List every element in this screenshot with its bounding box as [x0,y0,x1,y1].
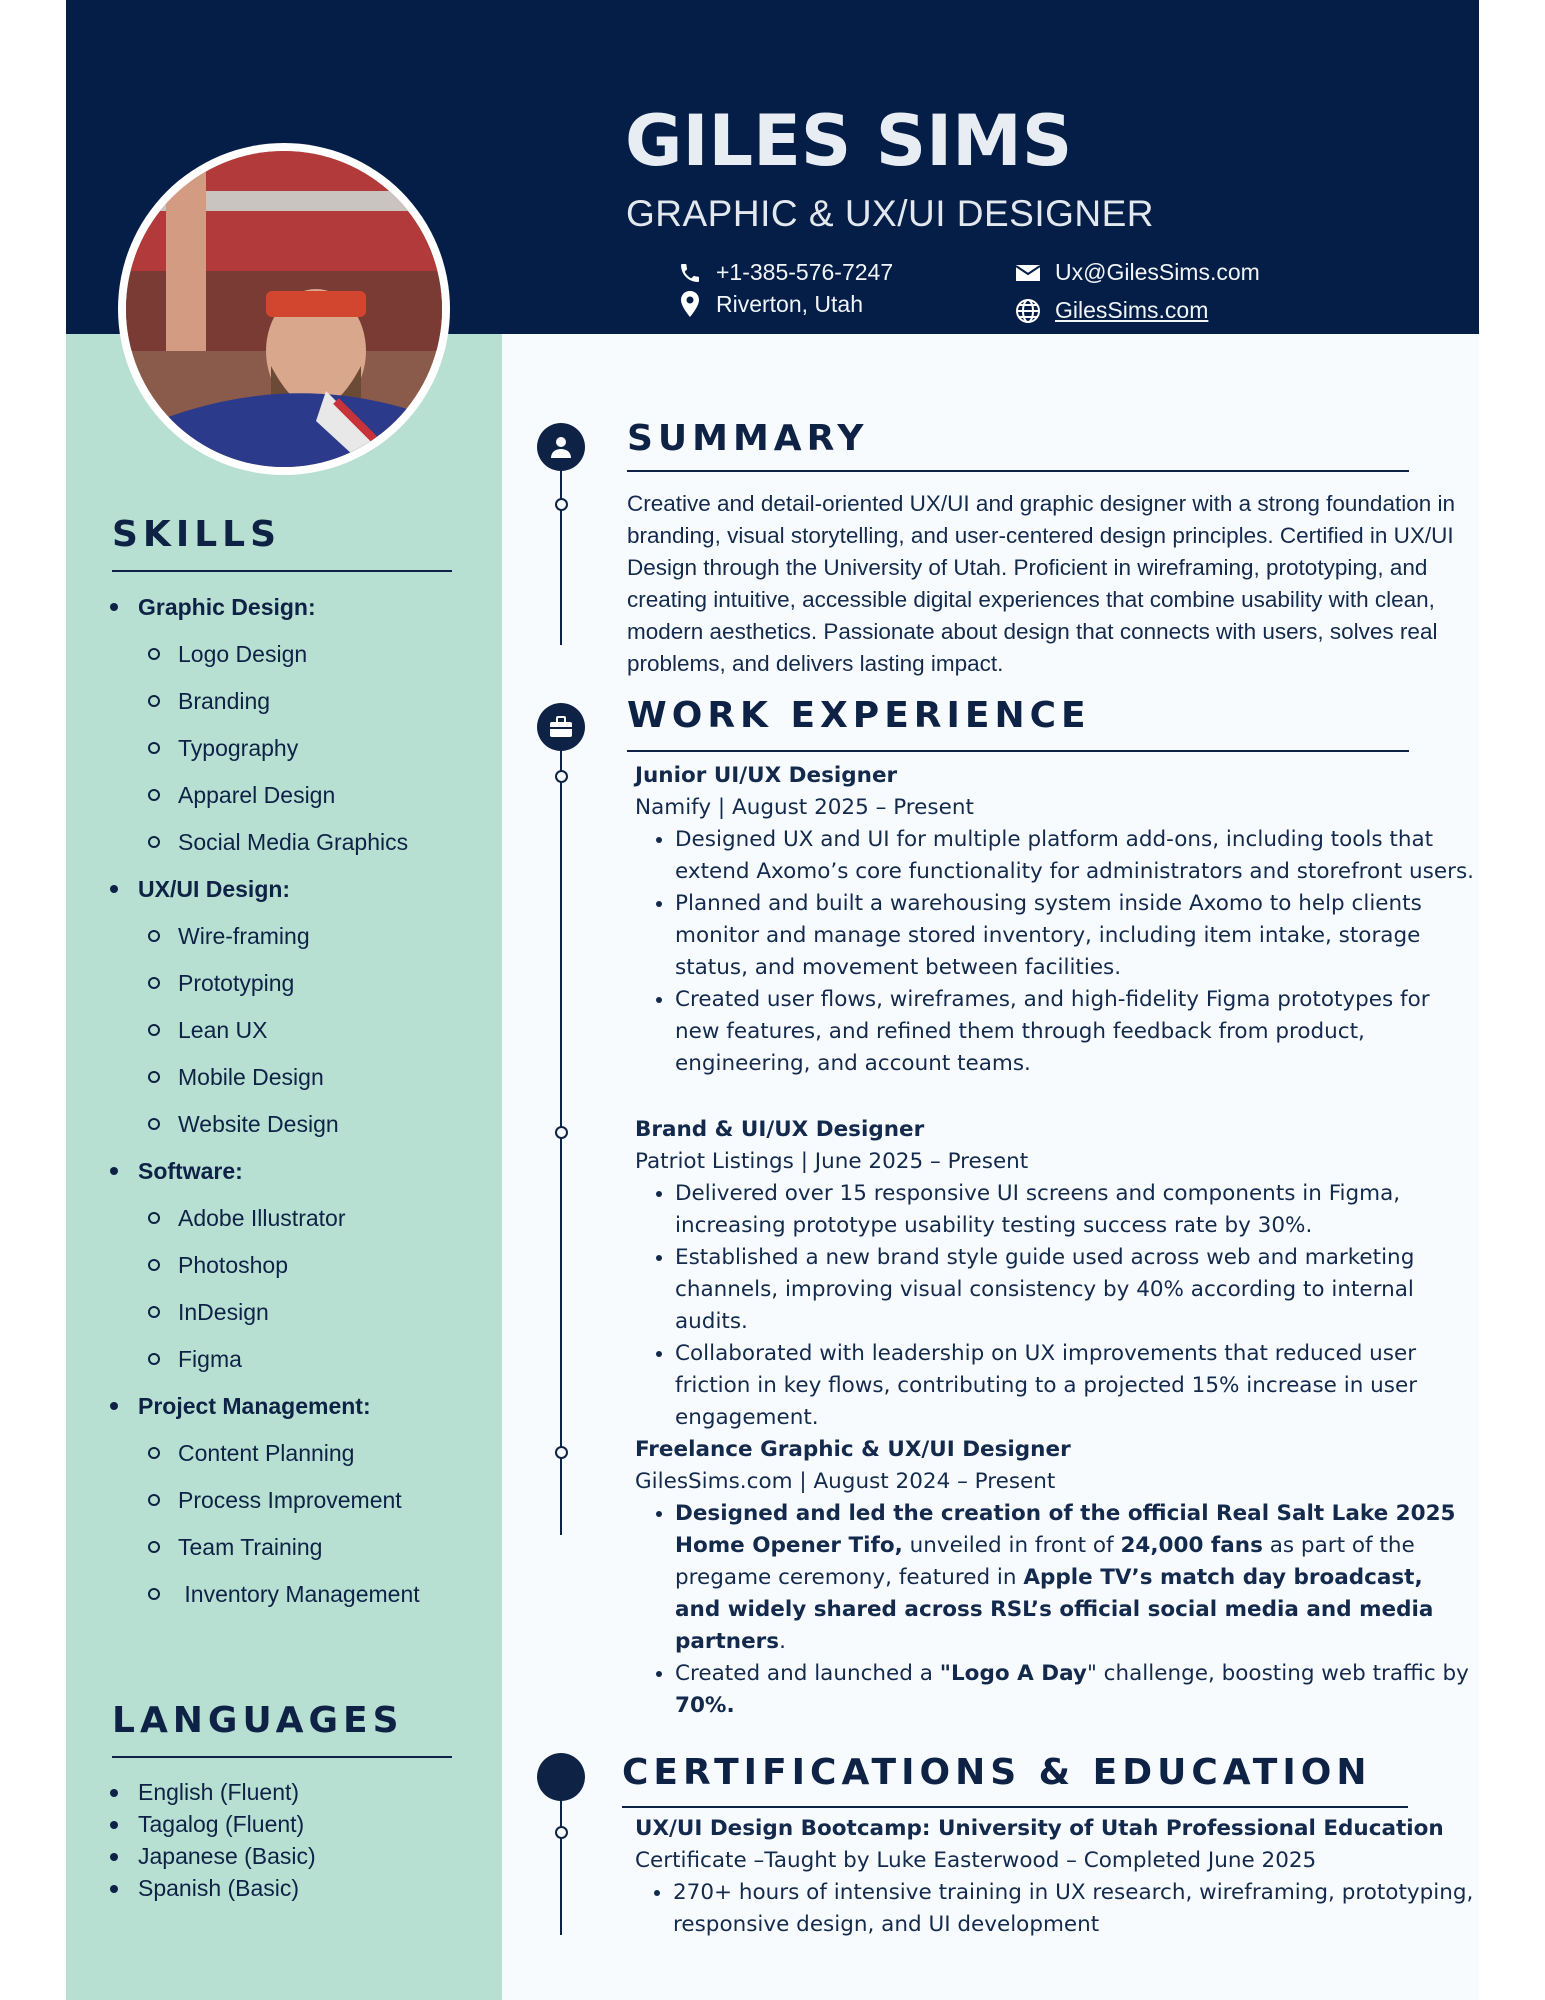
skill-item: Mobile Design [106,1058,486,1105]
timeline-line [560,450,562,645]
job-bullet: • Planned and built a warehousing system inside Axomo to help clients monitor and manage stored inventory, including item intake, storage status, and movement between facilities. [675,888,1475,984]
education-entry [635,1813,1475,1941]
job-title: Brand & UI/UX Designer [635,1117,925,1142]
job-entry [635,1114,1475,1434]
location-pin-icon [678,290,702,318]
job-bullet [675,1498,1475,1658]
skill-item: Typography [106,729,486,776]
timeline-dot [555,1446,568,1459]
bullet-bold: Designed and led the creation of the official Real Salt Lake 2025 Home Opener Tifo, [675,1501,1456,1558]
summary-heading: SUMMARY [627,418,869,459]
skill-item: Logo Design [106,635,486,682]
job-bullet: • Established a new brand style guide used across web and marketing channels, improving visual consistency by 40% according to internal audits. [675,1242,1475,1338]
education-bullet: • 270+ hours of intensive training in UX research, wireframing, prototyping, responsive design, and UI development [673,1877,1475,1941]
profile-photo [118,143,450,475]
timeline-dot [555,1826,568,1839]
skill-item: Branding [106,682,486,729]
email-text: Ux@GilesSims.com [1055,259,1260,285]
languages-list [106,1777,316,1905]
skill-item: Lean UX [106,1011,486,1058]
skill-item: Apparel Design [106,776,486,823]
timeline-dot [555,770,568,783]
education-meta: Certificate –Taught by Luke Easterwood – Completed June 2025 [635,1848,1317,1873]
skill-item: Social Media Graphics [106,823,486,870]
bullet-bold: 70%. [675,1693,735,1718]
website-contact[interactable] [1015,297,1208,324]
bullet-text: . [779,1629,786,1654]
bullet-bold: Apple TV’s match day broadcast, and widely shared across RSL’s official social media and media partners [675,1565,1434,1654]
skill-item: Prototyping [106,964,486,1011]
education-heading: CERTIFICATIONS & EDUCATION [622,1752,1372,1793]
timeline-education-node [537,1753,585,1801]
bullet-bold: 24,000 fans [1120,1533,1263,1558]
bullet-text: unveiled in front of [902,1533,1121,1558]
language-item: Spanish (Basic) [106,1873,316,1905]
job-entry [635,760,1475,1080]
work-heading: WORK EXPERIENCE [627,695,1091,736]
skill-item: Photoshop [106,1246,486,1293]
skill-item: Content Planning [106,1434,486,1481]
language-item: Tagalog (Fluent) [106,1809,316,1841]
phone-contact[interactable] [678,259,893,286]
job-bullet [675,1658,1475,1722]
phone-icon [678,261,702,285]
skill-item: Website Design [106,1105,486,1152]
job-bullet: • Created user flows, wireframes, and high-fidelity Figma prototypes for new features, and refined them through feedback from product, engineering, and account teams. [675,984,1475,1080]
bullet-text: as part of the pregame ceremony, featured in [675,1533,1415,1590]
candidate-title: GRAPHIC & UX/UI DESIGNER [626,193,1155,234]
timeline-dot [555,498,568,511]
skill-category: Project Management: [106,1387,486,1434]
skill-category: Software: [106,1152,486,1199]
education-divider [622,1806,1408,1808]
job-meta: Patriot Listings | June 2025 – Present [635,1149,1029,1174]
job-title: Junior UI/UX Designer [635,763,898,788]
summary-divider [627,470,1409,472]
education-title: UX/UI Design Bootcamp: University of Utah Professional Education [635,1816,1444,1841]
skills-list [106,588,486,1622]
skill-item: Figma [106,1340,486,1387]
work-divider [627,750,1409,752]
skill-item: InDesign [106,1293,486,1340]
job-meta: Namify | August 2025 – Present [635,795,974,820]
phone-text: +1-385-576-7247 [716,259,894,285]
bullet-text: Created and launched a [675,1661,940,1686]
timeline-briefcase-icon [537,703,585,751]
candidate-name: GILES SIMS [625,100,1073,182]
skill-item: Adobe Illustrator [106,1199,486,1246]
skill-item: Team Training [106,1528,486,1575]
envelope-icon [1015,263,1041,283]
job-bullet: • Delivered over 15 responsive UI screens and components in Figma, increasing prototype usability testing success rate by 30%. [675,1178,1475,1242]
skill-item: Wire-framing [106,917,486,964]
location-contact [678,290,863,318]
bullet-text: " challenge, boosting web traffic by [1086,1661,1469,1686]
job-bullet: • Collaborated with leadership on UX improvements that reduced user friction in key flows, contributing to a projected 15% increase in user engagement. [675,1338,1475,1434]
globe-icon [1015,298,1041,324]
job-bullet: • Designed UX and UI for multiple platform add-ons, including tools that extend Axomo’s core functionality for administrators and storefront users. [675,824,1475,888]
timeline-person-icon [537,423,585,471]
job-meta: GilesSims.com | August 2024 – Present [635,1469,1056,1494]
skill-item: Process Improvement [106,1481,486,1528]
languages-divider [112,1756,452,1758]
timeline-line [560,1800,562,1935]
bullet-bold: "Logo A Day [939,1661,1087,1686]
skills-divider [112,570,452,572]
website-link[interactable]: GilesSims.com [1055,297,1209,323]
languages-heading: LANGUAGES [112,1700,404,1741]
job-title: Freelance Graphic & UX/UI Designer [635,1437,1071,1462]
skill-category: UX/UI Design: [106,870,486,917]
email-contact[interactable] [1015,259,1260,286]
job-entry [635,1434,1475,1722]
summary-text: Creative and detail-oriented UX/UI and graphic designer with a strong foundation in branding, visual storytelling, and user-centered design principles. Certified in UX/UI Design through the University of Utah. Proficient in wireframing, prototyping, and creating intuitive, accessible digital experiences that combine usability with clean, modern aesthetics. Passionate about design that connects with users, solves real problems, and delivers lasting impact. [627,491,1455,676]
skills-heading: SKILLS [112,514,282,555]
location-text: Riverton, Utah [716,290,864,317]
skill-category: Graphic Design: [106,588,486,635]
timeline-dot [555,1126,568,1139]
language-item: English (Fluent) [106,1777,316,1809]
language-item: Japanese (Basic) [106,1841,316,1873]
skill-item: Inventory Management [106,1575,486,1622]
